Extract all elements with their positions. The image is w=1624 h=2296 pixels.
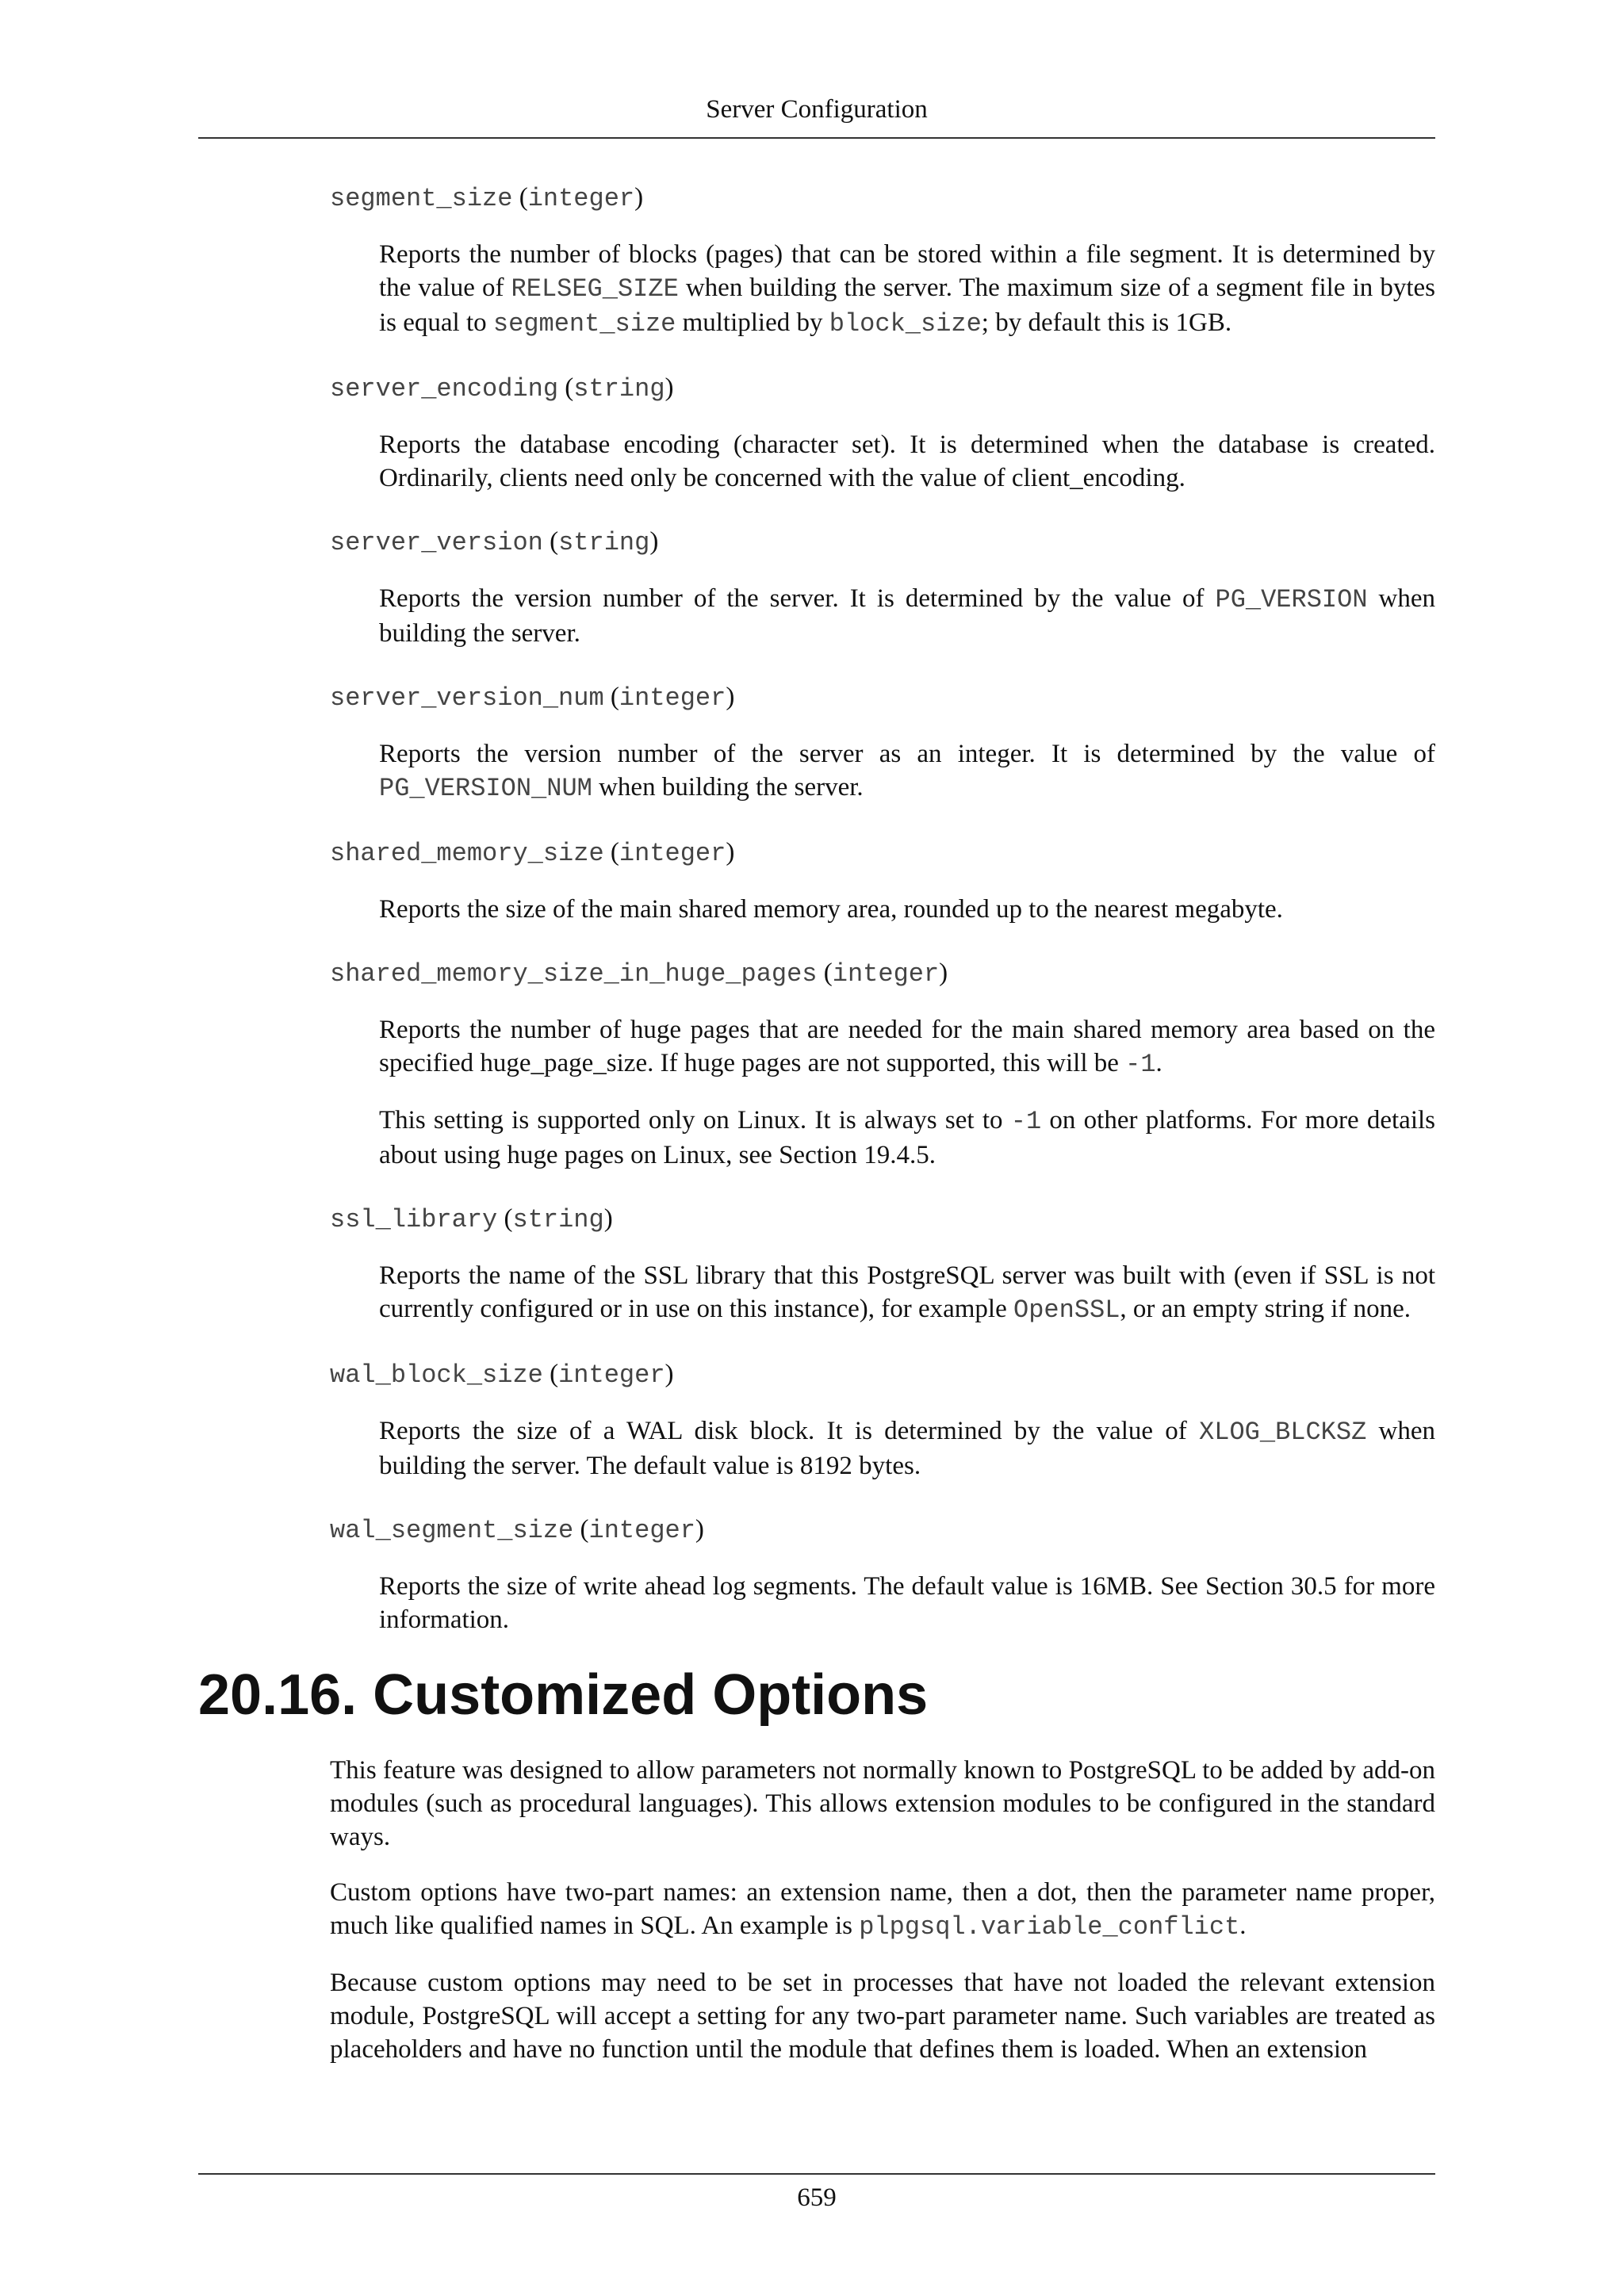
parameter-entry: [198, 525, 1435, 650]
close-paren: ): [665, 1360, 674, 1388]
code-literal: segment_size: [492, 309, 676, 339]
parameter-type: integer: [558, 1360, 665, 1390]
close-paren: ): [603, 1204, 613, 1233]
parameter-description: [379, 582, 1435, 650]
section-heading: 20.16. Customized Options: [198, 1663, 929, 1727]
code-literal: plpgsql.variable_conflict: [859, 1912, 1240, 1942]
parameter-type: string: [512, 1205, 604, 1234]
text-run: ; by default this is 1GB.: [981, 308, 1232, 337]
open-paren: (: [603, 683, 619, 711]
parameter-type: integer: [588, 1516, 695, 1545]
open-paren: (: [817, 959, 833, 987]
description-paragraph: [379, 238, 1435, 341]
parameter-entry: [198, 1202, 1435, 1327]
body-paragraph: [330, 1754, 1435, 1854]
parameter-name: server_encoding: [330, 374, 559, 404]
parameter-type: integer: [619, 683, 726, 713]
text-run: .: [1239, 1911, 1247, 1940]
code-literal: PG_VERSION_NUM: [379, 774, 592, 803]
open-paren: (: [558, 373, 574, 402]
parameter-name: segment_size: [330, 184, 513, 213]
parameter-entry: [198, 680, 1435, 806]
parameter-name: server_version: [330, 528, 543, 557]
parameter-description: [379, 428, 1435, 495]
parameter-description: [379, 1013, 1435, 1172]
text-run: , or an empty string if none.: [1120, 1295, 1411, 1323]
close-paren: ): [726, 838, 735, 867]
code-literal: block_size: [829, 309, 982, 339]
text-run: Because custom options may need to be set in processes that have not loaded the relevant extension module, PostgreSQL will accept a setting for any two-part parameter name. Such variables are treated as placeholders and have no function until the module that defines them is loaded. When an extension: [330, 1969, 1435, 2064]
text-run: when building the server.: [592, 773, 864, 802]
text-run: Reports the size of the main shared memory area, rounded up to the nearest megabyte.: [379, 895, 1283, 924]
code-literal: RELSEG_SIZE: [511, 274, 679, 304]
open-paren: (: [497, 1204, 513, 1233]
text-run: Reports the number of huge pages that are needed for the main shared memory area based on the specified huge_page_size. If huge pages are not supported, this will be: [379, 1016, 1435, 1077]
running-header: Server Configuration: [706, 95, 928, 124]
parameter-description: [379, 893, 1435, 926]
parameter-entry: [198, 181, 1435, 341]
text-run: This feature was designed to allow parameters not normally known to PostgreSQL to be added by add-on modules (such as procedural languages). This allows extension modules to be configured in the standard ways.: [330, 1756, 1435, 1851]
parameter-list: [198, 181, 1435, 1636]
parameter-term: [330, 371, 1435, 406]
text-run: .: [1155, 1049, 1162, 1077]
text-run: Reports the version number of the server. It is determined by the value of: [379, 584, 1216, 613]
description-paragraph: [379, 1414, 1435, 1483]
code-literal: PG_VERSION: [1215, 585, 1368, 614]
text-run: multiplied by: [676, 308, 829, 337]
parameter-type: integer: [527, 184, 635, 213]
close-paren: ): [649, 527, 659, 556]
open-paren: (: [512, 183, 528, 212]
text-run: when building the server. The maximum size of a segment file in bytes is equal to: [379, 274, 1435, 337]
parameter-term: [330, 1202, 1435, 1237]
parameter-term: [330, 1513, 1435, 1548]
parameter-entry: [198, 836, 1435, 926]
parameter-type: string: [573, 374, 665, 404]
text-run: Reports the name of the SSL library that this PostgreSQL server was built with (even if SSL is not currently configured or in use on this instance), for example: [379, 1261, 1435, 1323]
open-paren: (: [573, 1515, 589, 1544]
parameter-type: integer: [832, 959, 940, 989]
body-paragraph: [330, 1876, 1435, 1944]
text-run: on other platforms. For more details about using huge pages on Linux, see Section 19.4.5.: [379, 1106, 1435, 1169]
close-paren: ): [726, 683, 735, 711]
description-paragraph: [379, 1013, 1435, 1081]
text-run: Reports the number of blocks (pages) that can be stored within a file segment. It is determined by the value of: [379, 240, 1435, 302]
text-run: Reports the size of a WAL disk block. It is determined by the value of: [379, 1417, 1200, 1445]
close-paren: ): [939, 959, 948, 987]
parameter-entry: [198, 1513, 1435, 1636]
parameter-entry: [198, 1357, 1435, 1483]
parameter-term: [330, 680, 1435, 715]
page-content: [198, 181, 1435, 2088]
parameter-type: string: [558, 528, 650, 557]
parameter-term: [330, 956, 1435, 991]
close-paren: ): [665, 373, 674, 402]
code-literal: XLOG_BLCKSZ: [1199, 1418, 1367, 1447]
page-number: 659: [797, 2183, 837, 2212]
text-run: when building the server.: [379, 584, 1435, 648]
parameter-name: wal_block_size: [330, 1360, 543, 1390]
text-run: when building the server. The default value is 8192 bytes.: [379, 1417, 1435, 1480]
parameter-term: [330, 836, 1435, 871]
parameter-description: [379, 737, 1435, 806]
description-paragraph: [379, 737, 1435, 806]
parameter-name: shared_memory_size: [330, 839, 604, 868]
parameter-type: integer: [619, 839, 726, 868]
parameter-entry: [198, 371, 1435, 495]
description-paragraph: [379, 893, 1435, 926]
description-paragraph: [379, 428, 1435, 495]
description-paragraph: [379, 1259, 1435, 1327]
text-run: Custom options have two-part names: an extension name, then a dot, then the parameter name proper, much like qualified names in SQL. An example is: [330, 1878, 1435, 1940]
text-run: Reports the database encoding (character set). It is determined when the database is created. Ordinarily, clients need only be concerned with the value of client_encoding.: [379, 430, 1435, 492]
code-literal: -1: [1125, 1050, 1156, 1079]
parameter-description: [379, 1570, 1435, 1636]
footer-rule: [198, 2173, 1435, 2175]
header-rule: [198, 137, 1435, 139]
open-paren: (: [542, 1360, 559, 1388]
parameter-term: [330, 1357, 1435, 1392]
text-run: This setting is supported only on Linux. It is always set to: [379, 1106, 1011, 1135]
parameter-description: [379, 1259, 1435, 1327]
code-literal: -1: [1010, 1107, 1042, 1136]
parameter-term: [330, 181, 1435, 216]
parameter-name: ssl_library: [330, 1205, 498, 1234]
parameter-description: [379, 1414, 1435, 1483]
open-paren: (: [603, 838, 619, 867]
code-literal: OpenSSL: [1013, 1295, 1120, 1325]
text-run: Reports the size of write ahead log segments. The default value is 16MB. See Section 30.5 for more information.: [379, 1572, 1435, 1634]
parameter-name: shared_memory_size_in_huge_pages: [330, 959, 818, 989]
parameter-name: server_version_num: [330, 683, 604, 713]
close-paren: ): [634, 183, 644, 212]
parameter-description: [379, 238, 1435, 341]
text-run: Reports the version number of the server as an integer. It is determined by the value of: [379, 740, 1435, 768]
section-body: [330, 1754, 1435, 2066]
open-paren: (: [542, 527, 559, 556]
parameter-term: [330, 525, 1435, 560]
description-paragraph: [379, 582, 1435, 650]
description-paragraph: [379, 1570, 1435, 1636]
close-paren: ): [695, 1515, 704, 1544]
parameter-entry: [198, 956, 1435, 1172]
description-paragraph: [379, 1104, 1435, 1172]
parameter-name: wal_segment_size: [330, 1516, 574, 1545]
body-paragraph: [330, 1966, 1435, 2066]
